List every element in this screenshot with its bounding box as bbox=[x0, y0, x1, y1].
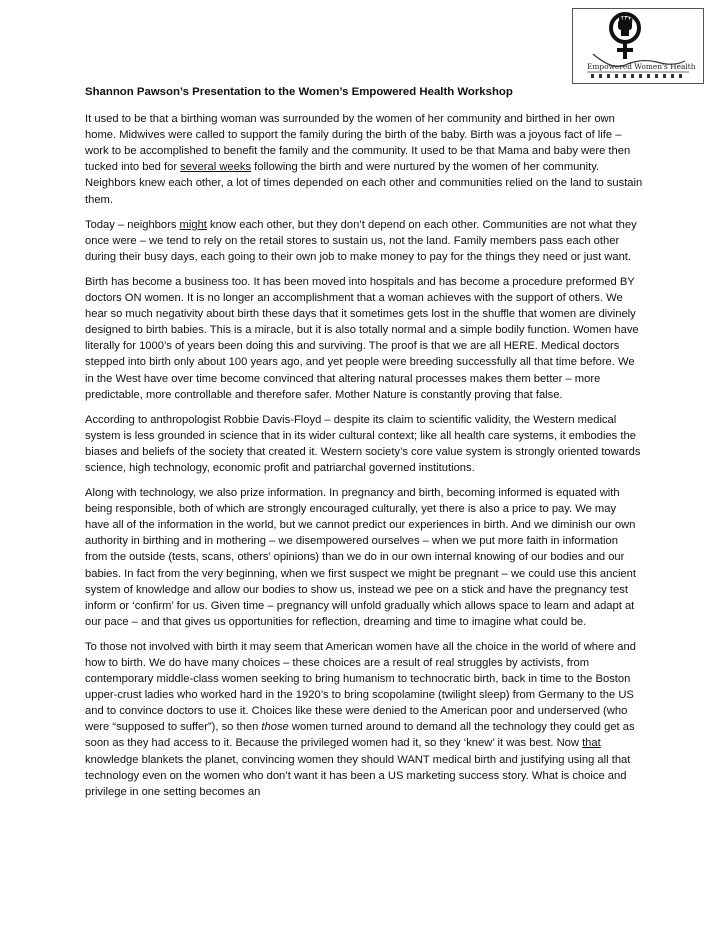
italic-text: those bbox=[261, 721, 289, 734]
paragraph-3 bbox=[85, 274, 643, 403]
paragraph-6 bbox=[85, 639, 643, 800]
organization-logo bbox=[572, 8, 704, 84]
paragraph-2 bbox=[85, 217, 643, 265]
document-body bbox=[85, 84, 643, 809]
text-run: To those not involved with birth it may seem that American women have all the choice in the world of where and how to birth. We do have many choices – these choices are a result of real struggles by activists, from contemporary middle-class women seeking to bring humanism to technocratic birth, back in time to the Boston upper-crust ladies who worked hard in the 1920’s to bring scopolamine (twilight sleep) from Germany to the US and to convince doctors to use it. Choices like these were denied to the American poor and underserved (who were “supposed to suffer”), so then bbox=[85, 640, 636, 734]
underlined-text: might bbox=[179, 218, 207, 231]
text-run: It used to be that a birthing woman was surrounded by the women of her community and birthed in her own home. Midwives were called to support the family during the birth of the baby. Birth was a joyous fact of life – work to be accomplished to benefit the family and the community. It used to be that Mama and baby were then tucked into bed for bbox=[85, 113, 631, 174]
text-run: know each other, but they don’t depend on each other. Communities are not what they once were – we tend to rely on the retail stores to sustain us, not the land. Family members pass each other during their busy days, each going to their own job to make money to pay for the things they need or just want. bbox=[85, 218, 637, 263]
text-run: Along with technology, we also prize information. In pregnancy and birth, becoming informed is equated with being responsible, both of which are strongly encouraged culturally, yet there is also a price to pay. We may have all of the information in the world, but we cannot predict our experiences in birth. And we diminish our own authority in birthing and in mothering – we disempowered ourselves – when we put more faith in information from the outside (tests, scans, others’ opinions) than we do in our own internal knowing of our bodies and our babies. In fact from the very beginning, when we first suspect we might be pregnant – we could use this ancient system of knowledge and allow our bodies to show us, instead we pee on a stick and have the pregnancy test inform or ‘confirm’ for us. Given time – pregnancy will unfold gradually which allows space to learn and adapt at our pace – and that gives us opportunities for reflection, dreaming and time to imagine what could be. bbox=[85, 487, 636, 628]
underlined-text: that bbox=[582, 737, 601, 750]
paragraph-1 bbox=[85, 111, 643, 208]
text-run: following the birth and were nurtured by the women of her community. Neighbors knew each other, a lot of times depended on each other and communities relied on the land to sustain them. bbox=[85, 161, 643, 206]
text-run: Today – neighbors bbox=[85, 218, 180, 231]
document-title: Shannon Pawson’s Presentation to the Women’s Empowered Health Workshop bbox=[85, 86, 513, 98]
paragraph-list bbox=[85, 111, 643, 800]
paragraph-4 bbox=[85, 412, 643, 476]
logo-text: Empowered Women's Health bbox=[587, 62, 696, 71]
female-symbol-raised-fist-icon bbox=[573, 9, 703, 83]
text-run: women turned around to demand all the technology they could get as soon as they had access to it. Because the privileged women had it, so they ‘knew’ it was best. Now bbox=[85, 721, 635, 750]
paragraph-5 bbox=[85, 485, 643, 630]
underlined-text: several weeks bbox=[180, 161, 252, 174]
text-run: According to anthropologist Robbie Davis-Floyd – despite its claim to scientific validity, the Western medical system is less grounded in science that in its wider cultural context; like all health care systems, it embodies the biases and beliefs of the society that created it. Western society’s core value system is strongly oriented towards science, high technology, economic profit and patriarchal governed institutions. bbox=[85, 413, 641, 474]
text-run: Birth has become a business too. It has been moved into hospitals and has become a procedure preformed BY doctors ON women. It is no longer an accomplishment that a woman achieves with the support of others. We hear so much negativity about birth these days that it sometimes gets lost in the shuffle that women are divinely designed to birth babies. This is a miracle, but it is also totally normal and a simple bodily function. Women have literally for 1000’s of years been doing this and surviving. The proof is that we are all HERE. Medical doctors stepped into birth only about 100 years ago, and yet people were breeding successfully all that time before. We in the West have over time become convinced that altering natural processes makes them better – more predictable, more controllable and therefore safer. Mother Nature is constantly proving that false. bbox=[85, 275, 639, 401]
text-run: knowledge blankets the planet, convincing women they should WANT medical birth and justifying using all that technology even on the women who don’t want it has been a US marketing success story. What is choice and privilege in one setting becomes an bbox=[85, 753, 631, 798]
